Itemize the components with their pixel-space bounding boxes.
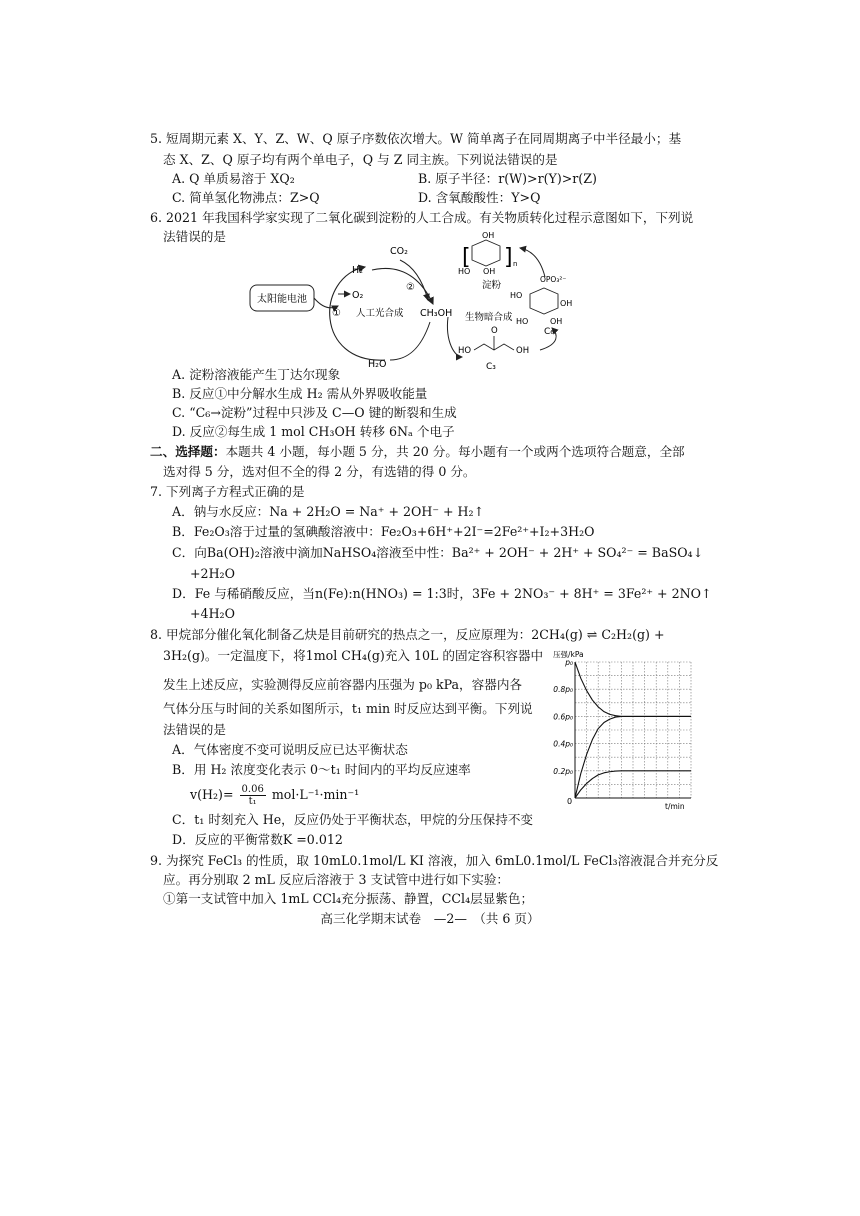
q7-option-a: A．钠与水反应：Na + 2H₂O = Na⁺ + 2OH⁻ + H₂↑ <box>172 504 485 519</box>
solar-arrow <box>314 298 338 308</box>
c6-oh-right: OH <box>560 299 573 308</box>
starch-oh-top: OH <box>482 231 495 240</box>
starch-n: n <box>513 260 518 268</box>
starch-ho: HO <box>458 267 471 276</box>
q8-option-a: A．气体密度不变可说明反应已达平衡状态 <box>172 742 408 757</box>
q8-stem-line5: 法错误的是 <box>163 722 226 737</box>
page-footer: 高三化学期末试卷 —2— （共 6 页） <box>320 911 540 926</box>
c6-label: C₆ <box>544 327 554 337</box>
c3-oh: OH <box>516 346 530 356</box>
q8-rate-denominator: t₁ <box>248 796 257 807</box>
q9-item1: ①第一支试管中加入 1mL CCl₄充分振荡、静置，CCl₄层显紫色； <box>163 891 534 906</box>
q5-option-d: D. 含氧酸酸性：Y>Q <box>418 190 541 205</box>
q9-stem-line1: 9. 为探究 FeCl₃ 的性质，取 10mL0.1mol/L KI 溶液，加入 6mL0.1mol/L FeCl₃溶液混合并充分反 <box>150 853 719 868</box>
c6-to-starch-arc <box>520 248 545 277</box>
chart-origin: 0 <box>567 797 573 806</box>
c6-ho-bottom: HO <box>516 317 529 326</box>
chart-y-ticks <box>553 658 573 776</box>
c3-ho: HO <box>458 346 472 356</box>
chart-grid <box>575 662 691 798</box>
artificial-photosynthesis-label: 人工光合成 <box>356 308 404 319</box>
q8-stem-line1: 8. 甲烷部分催化氧化制备乙炔是目前研究的热点之一，反应原理为：2CH₄(g) ⇌ C₂H₂(g) + <box>150 627 665 642</box>
q5-option-b: B. 原子半径：r(W)>r(Y)>r(Z) <box>418 171 597 186</box>
q5-option-a: A. Q 单质易溶于 XQ₂ <box>172 171 295 186</box>
q6-option-b: B. 反应①中分解水生成 H₂ 需从外界吸收能量 <box>172 386 428 401</box>
pressure-time-chart <box>545 648 695 813</box>
q6-option-d: D. 反应②每生成 1 mol CH₃OH 转移 6Nₐ 个电子 <box>172 424 455 439</box>
q8-option-d: D．反应的平衡常数K =0.012 <box>172 832 343 847</box>
c6-opo3: OPO₃²⁻ <box>540 275 567 284</box>
q7-option-d-line1: D．Fe 与稀硝酸反应，当n(Fe):n(HNO₃) = 1:3时，3Fe + 2NO₃⁻ + 8H⁺ = 3Fe²⁺ + 2NO↑ <box>172 586 712 601</box>
q6-stem-line2: 法错误的是 <box>163 229 226 244</box>
q5-stem-line1: 5. 短周期元素 X、Y、Z、W、Q 原子序数依次增大。W 简单离子在同周期离子中半径最小；基 <box>150 131 682 146</box>
bio-synthesis-label: 生物暗合成 <box>465 312 513 323</box>
co2-arrow <box>400 260 428 300</box>
chart-y-tick-label: 0.4p₀ <box>553 739 573 749</box>
starch-ring <box>472 240 500 266</box>
q7-option-b: B．Fe₂O₃溶于过量的氢碘酸溶液中：Fe₂O₃+6H⁺+2I⁻=2Fe²⁺+I₂+3H₂O <box>172 524 595 539</box>
ch3oh-label: CH₃OH <box>420 308 453 319</box>
ch3oh-to-h2o-arc <box>390 322 430 360</box>
q7-option-d-line2: +4H₂O <box>190 606 235 621</box>
chart-xlabel: t/min <box>665 802 685 811</box>
q5-stem-line2: 态 X、Z、Q 原子均有两个单电子，Q 与 Z 同主族。下列说法错误的是 <box>163 152 558 167</box>
starch-synthesis-diagram <box>240 231 573 377</box>
q8-stem-line3: 发生上述反应，实验测得反应前容器内压强为 p₀ kPa，容器内各 <box>163 677 523 692</box>
q8-rate-fraction <box>240 784 266 807</box>
starch-bracket-right: ] <box>504 245 513 270</box>
chart-y-tick-label: 0.6p₀ <box>553 712 573 722</box>
starch-label: 淀粉 <box>482 280 502 291</box>
solar-cell-label: 太阳能电池 <box>257 294 307 305</box>
q6-option-c: C. “C₆→淀粉”过程中只涉及 C—O 键的断裂和生成 <box>172 405 457 420</box>
q9-stem-line2: 应。再分别取 2 mL 反应后溶液于 3 支试管中进行如下实验： <box>163 872 510 887</box>
step2-label: ② <box>406 282 415 293</box>
q8-stem-line4: 气体分压与时间的关系如图所示，t₁ min 时反应达到平衡。下列说 <box>163 701 533 716</box>
q7-option-c-line1: C．向Ba(OH)₂溶液中滴加NaHSO₄溶液至中性：Ba²⁺ + 2OH⁻ + 2H⁺ + SO₄²⁻ = BaSO₄↓ <box>172 545 704 560</box>
chart-ylabel: 压强/kPa <box>553 650 584 659</box>
section2-title: 二、选择题： <box>150 444 226 459</box>
h2-arrow <box>372 268 433 304</box>
q7-stem: 7. 下列离子方程式正确的是 <box>150 484 305 499</box>
o2-label: O₂ <box>352 290 364 301</box>
q8-rate-unit: mol·L⁻¹·min⁻¹ <box>271 787 360 802</box>
q8-option-b-line1: B．用 H₂ 浓度变化表示 0～t₁ 时间内的平均反应速率 <box>172 762 471 777</box>
section2-line2: 选对得 5 分，选对但不全的得 2 分，有选错的得 0 分。 <box>163 464 476 479</box>
starch-oh-bottom: OH <box>483 267 496 276</box>
chart-y-tick-label: 0.2p₀ <box>553 766 573 776</box>
h2-label: H₂ <box>352 265 363 276</box>
chart-y-tick-label: p₀ <box>565 658 573 667</box>
q8-rate-prefix: v(H₂)= <box>190 787 234 802</box>
c6-oh-bottom: OH <box>550 317 563 326</box>
q8-stem-line2: 3H₂(g)。一定温度下，将1mol CH₄(g)充入 10L 的固定容积容器中 <box>163 648 544 663</box>
starch-bracket-left: [ <box>462 245 471 270</box>
c3-o: O <box>491 326 498 336</box>
step1-label: ① <box>332 308 341 319</box>
q8-option-c: C．t₁ 时刻充入 He，反应仍处于平衡状态，甲烷的分压保持不变 <box>172 812 534 827</box>
chart-y-tick-label: 0.8p₀ <box>553 685 573 695</box>
c3-label: C₃ <box>486 362 496 372</box>
co2-label: CO₂ <box>390 246 408 257</box>
section2-line1 <box>150 444 685 460</box>
q7-option-c-line2: +2H₂O <box>190 566 235 581</box>
q6-option-a: A. 淀粉溶液能产生丁达尔现象 <box>172 367 341 382</box>
q8-rate-numerator: 0.06 <box>241 784 264 795</box>
c6-ring <box>530 288 558 314</box>
c6-ho-left: HO <box>510 291 523 300</box>
q6-stem-line1: 6. 2021 年我国科学家实现了二氧化碳到淀粉的人工合成。有关物质转化过程示意图如下，下列说 <box>150 210 694 225</box>
h2o-label: H₂O <box>368 359 387 370</box>
section2-text1: 本题共 4 小题，每小题 5 分，共 20 分。每小题有一个或两个选项符合题意，全部 <box>225 444 685 459</box>
q5-option-c: C. 简单氢化物沸点：Z>Q <box>172 190 320 205</box>
q8-option-b-line2 <box>190 784 359 807</box>
